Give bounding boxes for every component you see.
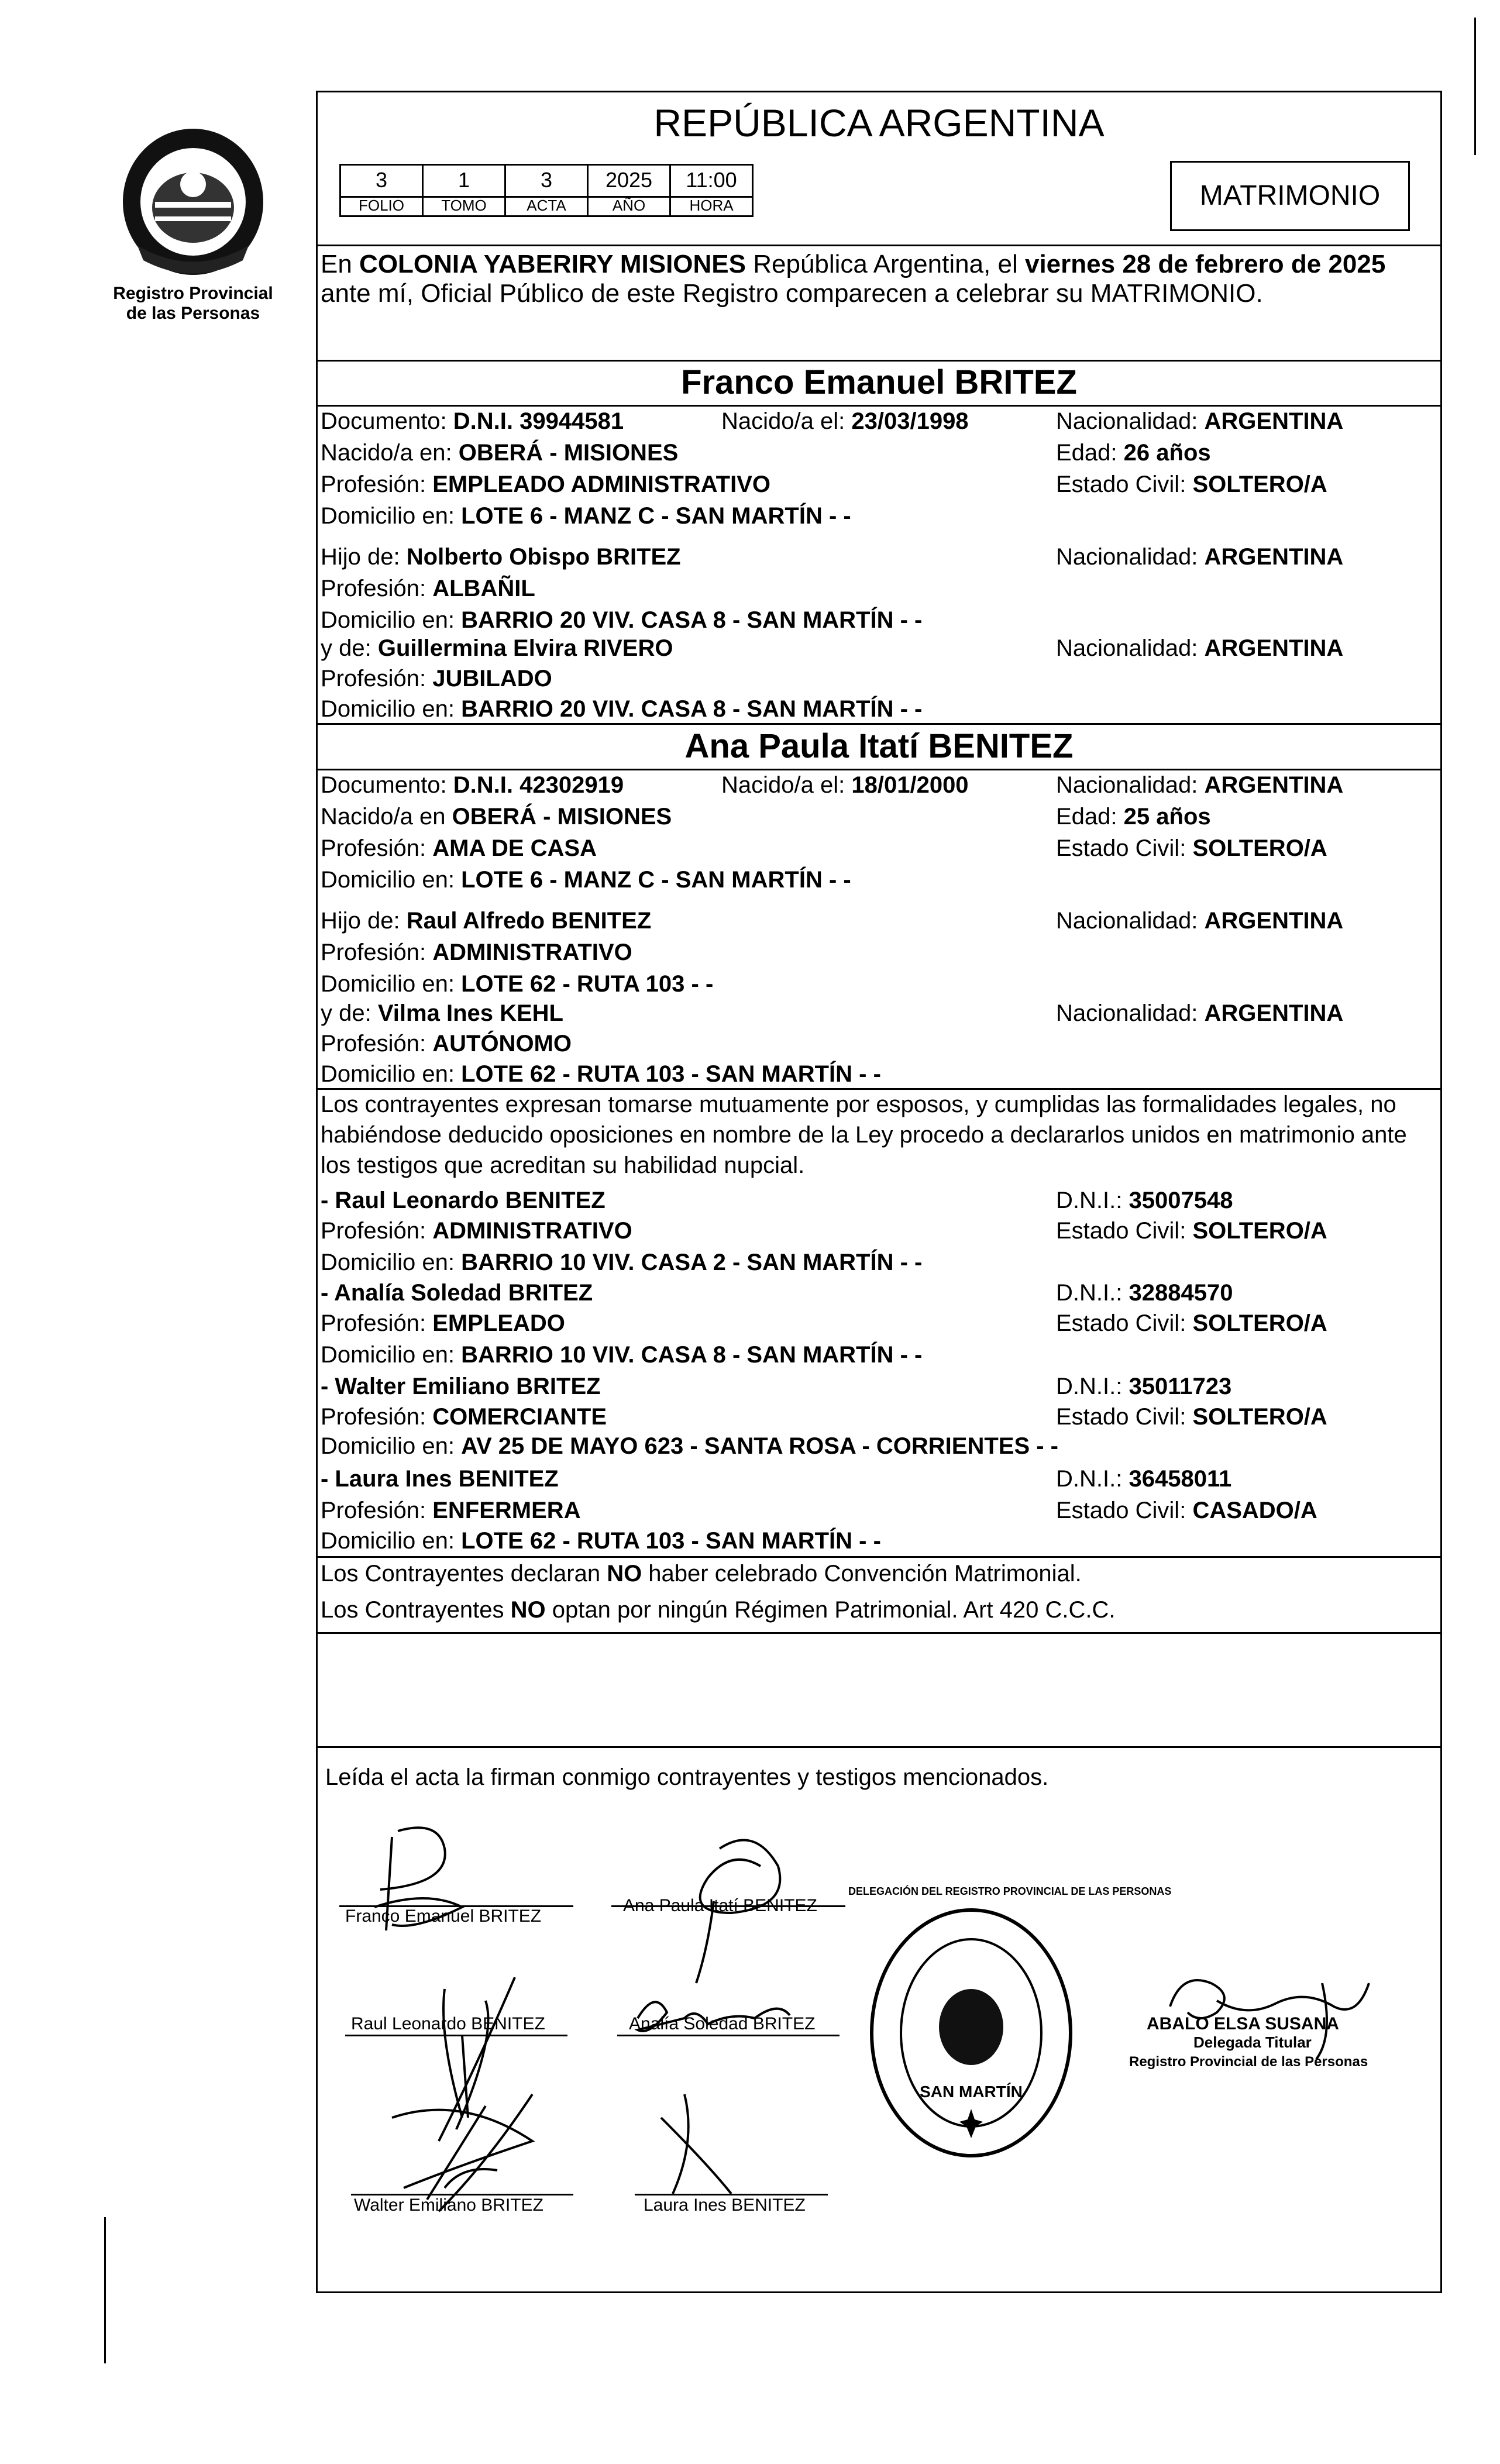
witness-3-profession: Profesión: COMERCIANTE [321, 1404, 607, 1430]
acta-label: ACTA [504, 196, 589, 217]
spouse1-birthdate: Nacido/a el: 23/03/1998 [721, 408, 969, 434]
intro-line-1: En COLONIA YABERIRY MISIONES República Argentina, el viernes 28 de febrero de 2025 [321, 250, 1386, 278]
tomo-label: TOMO [422, 196, 506, 217]
spouse1-age: Edad: 26 años [1056, 440, 1211, 466]
intro-line-2: ante mí, Oficial Público de este Registro comparecen a celebrar su MATRIMONIO. [321, 279, 1263, 308]
declaration-line-2: habiéndose deducido oposiciones en nombre de la Ley procedo a declararlos unidos en matrimonio ante [321, 1122, 1407, 1148]
witness-2-dni: D.N.I.: 32884570 [1056, 1280, 1233, 1306]
declaration-rule [316, 1088, 1442, 1090]
header-rule [316, 245, 1442, 246]
witness-1-name: - Raul Leonardo BENITEZ [321, 1188, 605, 1213]
spouse1-father-address: Domicilio en: BARRIO 20 VIV. CASA 8 - SAN MARTÍN - - [321, 607, 923, 633]
margin-line [1474, 18, 1476, 155]
signature-label-ana: Ana Paula Itatí BENITEZ [623, 1896, 817, 1915]
folio-label: FOLIO [339, 196, 424, 217]
closing-text: Leída el acta la firman conmigo contrayentes y testigos mencionados. [325, 1764, 1049, 1790]
spouse1-address: Domicilio en: LOTE 6 - MANZ C - SAN MARTÍN - - [321, 503, 851, 529]
spouse1-profession: Profesión: EMPLEADO ADMINISTRATIVO [321, 472, 771, 497]
witness-2-profession: Profesión: EMPLEADO [321, 1310, 565, 1336]
spouse2-father-nationality: Nacionalidad: ARGENTINA [1056, 908, 1344, 934]
spouse1-mother-nationality: Nacionalidad: ARGENTINA [1056, 635, 1344, 661]
hora-label: HORA [669, 196, 754, 217]
spouse2-mother: y de: Vilma Ines KEHL [321, 1000, 563, 1026]
spouse2-document: Documento: D.N.I. 42302919 [321, 772, 624, 798]
convention-line-1: Los Contrayentes declaran NO haber celebrado Convención Matrimonial. [321, 1561, 1082, 1587]
official-name: ABALO ELSA SUSANA [1147, 2014, 1339, 2033]
declaration-line-3: los testigos que acreditan su habilidad nupcial. [321, 1152, 805, 1178]
registry-seal [848, 1885, 1172, 2162]
spouse2-mother-nationality: Nacionalidad: ARGENTINA [1056, 1000, 1344, 1026]
country-title: REPÚBLICA ARGENTINA [653, 101, 1105, 144]
spouse2-age: Edad: 25 años [1056, 804, 1211, 830]
signature-label-raul: Raul Leonardo BENITEZ [351, 2014, 545, 2033]
hora-value: 11:00 [669, 164, 754, 198]
spouse1-father-nationality: Nacionalidad: ARGENTINA [1056, 544, 1344, 570]
spouse2-address: Domicilio en: LOTE 6 - MANZ C - SAN MARTÍN - - [321, 867, 851, 893]
spouse2-profession: Profesión: AMA DE CASA [321, 835, 597, 861]
spouse1-father: Hijo de: Nolberto Obispo BRITEZ [321, 544, 681, 570]
witness-3-dni: D.N.I.: 35011723 [1056, 1374, 1232, 1399]
witness-1-profession: Profesión: ADMINISTRATIVO [321, 1218, 632, 1244]
spouse1-mother-address: Domicilio en: BARRIO 20 VIV. CASA 8 - SAN MARTÍN - - [321, 696, 923, 722]
folio-value: 3 [339, 164, 424, 198]
declaration-line-1: Los contrayentes expresan tomarse mutuamente por esposos, y cumplidas las formalidades legales, no [321, 1092, 1396, 1117]
witness-2-address: Domicilio en: BARRIO 10 VIV. CASA 8 - SAN MARTÍN - - [321, 1342, 923, 1368]
spouse2-nationality: Nacionalidad: ARGENTINA [1056, 772, 1344, 798]
tomo-value: 1 [422, 164, 506, 198]
ano-value: 2025 [587, 164, 671, 198]
signature-label-laura: Laura Ines BENITEZ [644, 2195, 806, 2215]
spouse1-rule-top [316, 360, 1442, 362]
official-title: Delegada Titular [1193, 2033, 1312, 2051]
witness-1-civil-status: Estado Civil: SOLTERO/A [1056, 1218, 1327, 1244]
spouse2-rule [316, 769, 1442, 770]
witness-4-dni: D.N.I.: 36458011 [1056, 1466, 1232, 1492]
witness-3-address: Domicilio en: AV 25 DE MAYO 623 - SANTA ROSA - CORRIENTES - - [321, 1433, 1058, 1459]
sig-line-4 [617, 2035, 840, 2036]
doc-type-box: MATRIMONIO [1170, 161, 1410, 231]
sig-line-3 [345, 2035, 567, 2036]
witness-4-civil-status: Estado Civil: CASADO/A [1056, 1498, 1317, 1523]
spouse2-father-address: Domicilio en: LOTE 62 - RUTA 103 - - [321, 971, 714, 997]
seal-center-text: SAN MARTÍN [920, 2083, 1023, 2101]
spouse2-rule-top [316, 723, 1442, 725]
record-table [339, 164, 761, 234]
spouse1-nationality: Nacionalidad: ARGENTINA [1056, 408, 1344, 434]
spouse2-father-profession: Profesión: ADMINISTRATIVO [321, 940, 632, 965]
witness-4-address: Domicilio en: LOTE 62 - RUTA 103 - SAN MARTÍN - - [321, 1528, 881, 1554]
witness-3-name: - Walter Emiliano BRITEZ [321, 1374, 601, 1399]
spouse1-mother: y de: Guillermina Elvira RIVERO [321, 635, 673, 661]
witness-3-civil-status: Estado Civil: SOLTERO/A [1056, 1404, 1327, 1430]
spouse2-civil-status: Estado Civil: SOLTERO/A [1056, 835, 1327, 861]
spouse1-father-profession: Profesión: ALBAÑIL [321, 576, 535, 601]
margin-line-left [104, 2217, 106, 2363]
closing-rule [316, 1746, 1442, 1748]
spouse1-birthplace: Nacido/a en: OBERÁ - MISIONES [321, 440, 679, 466]
spouse1-rule [316, 405, 1442, 407]
spouse1-document: Documento: D.N.I. 39944581 [321, 408, 624, 434]
spouse1-mother-profession: Profesión: JUBILADO [321, 666, 552, 691]
registry-caption: Registro Provincial de las Personas [113, 284, 273, 323]
witness-1-dni: D.N.I.: 35007548 [1056, 1188, 1233, 1213]
witness-1-address: Domicilio en: BARRIO 10 VIV. CASA 2 - SAN MARTÍN - - [321, 1250, 923, 1275]
signature-label-franco: Franco Emanuel BRITEZ [345, 1906, 542, 1926]
witness-4-profession: Profesión: ENFERMERA [321, 1498, 581, 1523]
signature-label-analia: Analía Soledad BRITEZ [629, 2014, 816, 2033]
official-org: Registro Provincial de las Personas [1129, 2054, 1368, 2070]
convention-rule [316, 1556, 1442, 1558]
witness-2-civil-status: Estado Civil: SOLTERO/A [1056, 1310, 1327, 1336]
spouse2-father: Hijo de: Raul Alfredo BENITEZ [321, 908, 652, 934]
spouse2-birthplace: Nacido/a en OBERÁ - MISIONES [321, 804, 672, 830]
signature-label-walter: Walter Emiliano BRITEZ [354, 2195, 543, 2215]
convention-line-2: Los Contrayentes NO optan por ningún Régimen Patrimonial. Art 420 C.C.C. [321, 1597, 1116, 1623]
spouse2-name: Ana Paula Itatí BENITEZ [684, 727, 1074, 765]
province-logo [114, 120, 272, 278]
spouse2-birthdate: Nacido/a el: 18/01/2000 [721, 772, 969, 798]
convention-rule-bottom [316, 1632, 1442, 1634]
witness-4-name: - Laura Ines BENITEZ [321, 1466, 559, 1492]
spouse1-name: Franco Emanuel BRITEZ [681, 363, 1077, 401]
ano-label: AÑO [587, 196, 671, 217]
spouse1-civil-status: Estado Civil: SOLTERO/A [1056, 472, 1327, 497]
spouse2-mother-profession: Profesión: AUTÓNOMO [321, 1031, 572, 1057]
seal-ring-text: DELEGACIÓN DEL REGISTRO PROVINCIAL DE LAS PERSONAS [848, 1885, 1172, 1897]
witness-2-name: - Analía Soledad BRITEZ [321, 1280, 593, 1306]
spouse2-mother-address: Domicilio en: LOTE 62 - RUTA 103 - SAN MARTÍN - - [321, 1061, 881, 1087]
acta-value: 3 [504, 164, 589, 198]
